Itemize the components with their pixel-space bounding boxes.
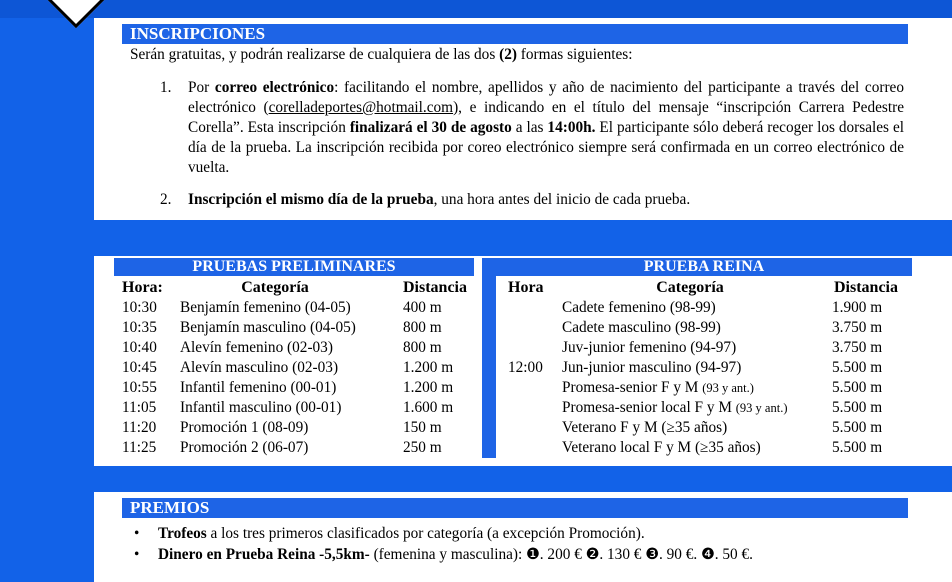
- pre-row-categoria: Alevín masculino (02-03): [180, 359, 339, 376]
- pre-col-hora: Hora:: [122, 279, 163, 296]
- reina-row-distancia: 5.500 m: [832, 399, 883, 416]
- item1-number: 1.: [160, 79, 172, 96]
- pre-row-hora: 10:45: [122, 359, 157, 376]
- reina-row-categoria: Jun-junior masculino (94-97): [562, 359, 742, 376]
- pre-row-categoria: Promoción 2 (06-07): [180, 439, 309, 456]
- email-link[interactable]: corelladeportes@hotmail.com: [268, 99, 454, 116]
- inscripciones-header: INSCRIPCIONES: [122, 24, 908, 44]
- pre-row-distancia: 250 m: [403, 439, 442, 456]
- pre-row-hora: 10:55: [122, 379, 157, 396]
- reina-row-distancia: 5.500 m: [832, 359, 883, 376]
- inscripciones-intro: Serán gratuitas, y podrán realizarse de cualquiera de las dos (2) formas siguientes:: [130, 46, 633, 63]
- reina-header: PRUEBA REINA: [496, 258, 912, 276]
- pre-row-distancia: 1.200 m: [403, 379, 454, 396]
- preliminares-header: PRUEBAS PRELIMINARES: [114, 258, 474, 276]
- reina-col-hora: Hora: [508, 279, 544, 296]
- pre-row-hora: 11:20: [122, 419, 157, 436]
- pre-row-hora: 11:25: [122, 439, 157, 456]
- reina-row-distancia: 1.900 m: [832, 299, 883, 316]
- pre-row-categoria: Promoción 1 (08-09): [180, 419, 309, 436]
- pre-row-distancia: 800 m: [403, 319, 442, 336]
- reina-row-distancia: 3.750 m: [832, 339, 883, 356]
- pre-row-distancia: 800 m: [403, 339, 442, 356]
- item1-text: Por correo electrónico: facilitando el nombre, apellidos y año de nacimiento del participante a través del correo electrónico (corelladeportes@hotmail.com), e indicando en el título del mensaje “inscripción Carrera Pedestre Corella”. Esta inscripción finalizará el 30 de agosto a las 14:00h. El participante sólo deberá recoger los dorsales el día de la prueba. La inscripción recibida por coreo electrónico siempre será confirmada en un correo electrónico de vuelta.: [188, 79, 904, 176]
- reina-row-categoria: Promesa-senior F y M (93 y ant.): [562, 379, 754, 396]
- pre-row-hora: 10:30: [122, 299, 157, 316]
- table-separator: [482, 258, 496, 458]
- pre-row-categoria: Benjamín masculino (04-05): [180, 319, 356, 336]
- reina-row-distancia: 5.500 m: [832, 419, 883, 436]
- reina-row-hora: 12:00: [508, 359, 543, 376]
- premios-trofeos: Trofeos a los tres primeros clasificados por categoría (a excepción Promoción).: [158, 525, 645, 542]
- table-gap: [474, 258, 482, 458]
- pre-row-distancia: 400 m: [403, 299, 442, 316]
- pruebas-panel: [94, 256, 952, 466]
- item2-number: 2.: [160, 191, 172, 208]
- reina-row-categoria: Veterano local F y M (≥35 años): [562, 439, 761, 456]
- pre-row-distancia: 150 m: [403, 419, 442, 436]
- pre-row-hora: 11:05: [122, 399, 157, 416]
- pre-row-categoria: Infantil femenino (00-01): [180, 379, 337, 396]
- pre-row-categoria: Benjamín femenino (04-05): [180, 299, 351, 316]
- pre-row-hora: 10:40: [122, 339, 157, 356]
- reina-col-distancia: Distancia: [834, 279, 898, 296]
- reina-col-categoria: Categoría: [656, 279, 724, 296]
- bullet-2: •: [134, 546, 140, 563]
- pre-row-categoria: Infantil masculino (00-01): [180, 399, 342, 416]
- reina-row-distancia: 3.750 m: [832, 319, 883, 336]
- reina-row-categoria: Juv-junior femenino (94-97): [562, 339, 737, 356]
- pre-row-distancia: 1.600 m: [403, 399, 454, 416]
- reina-row-categoria: Cadete femenino (98-99): [562, 299, 716, 316]
- pre-col-distancia: Distancia: [403, 279, 467, 296]
- premios-panel: [94, 492, 952, 582]
- item2-text: Inscripción el mismo día de la prueba, una hora antes del inicio de cada prueba.: [188, 191, 691, 208]
- pre-row-hora: 10:35: [122, 319, 157, 336]
- reina-row-categoria: Veterano F y M (≥35 años): [562, 419, 728, 436]
- top-banner: [0, 0, 952, 18]
- reina-row-distancia: 5.500 m: [832, 379, 883, 396]
- premios-header: PREMIOS: [122, 498, 908, 518]
- bullet-1: •: [134, 525, 140, 542]
- reina-row-categoria: Cadete masculino (98-99): [562, 319, 721, 336]
- inscripciones-panel: [94, 18, 952, 220]
- reina-row-categoria: Promesa-senior local F y M (93 y ant.): [562, 399, 788, 416]
- reina-row-distancia: 5.500 m: [832, 439, 883, 456]
- pre-col-categoria: Categoría: [241, 279, 309, 296]
- premios-dinero: Dinero en Prueba Reina -5,5km- (femenina y masculina): ❶. 200 € ❷. 130 € ❸. 90 €. ❹. 50 €.: [158, 546, 754, 563]
- pre-row-categoria: Alevín femenino (02-03): [180, 339, 333, 356]
- pre-row-distancia: 1.200 m: [403, 359, 454, 376]
